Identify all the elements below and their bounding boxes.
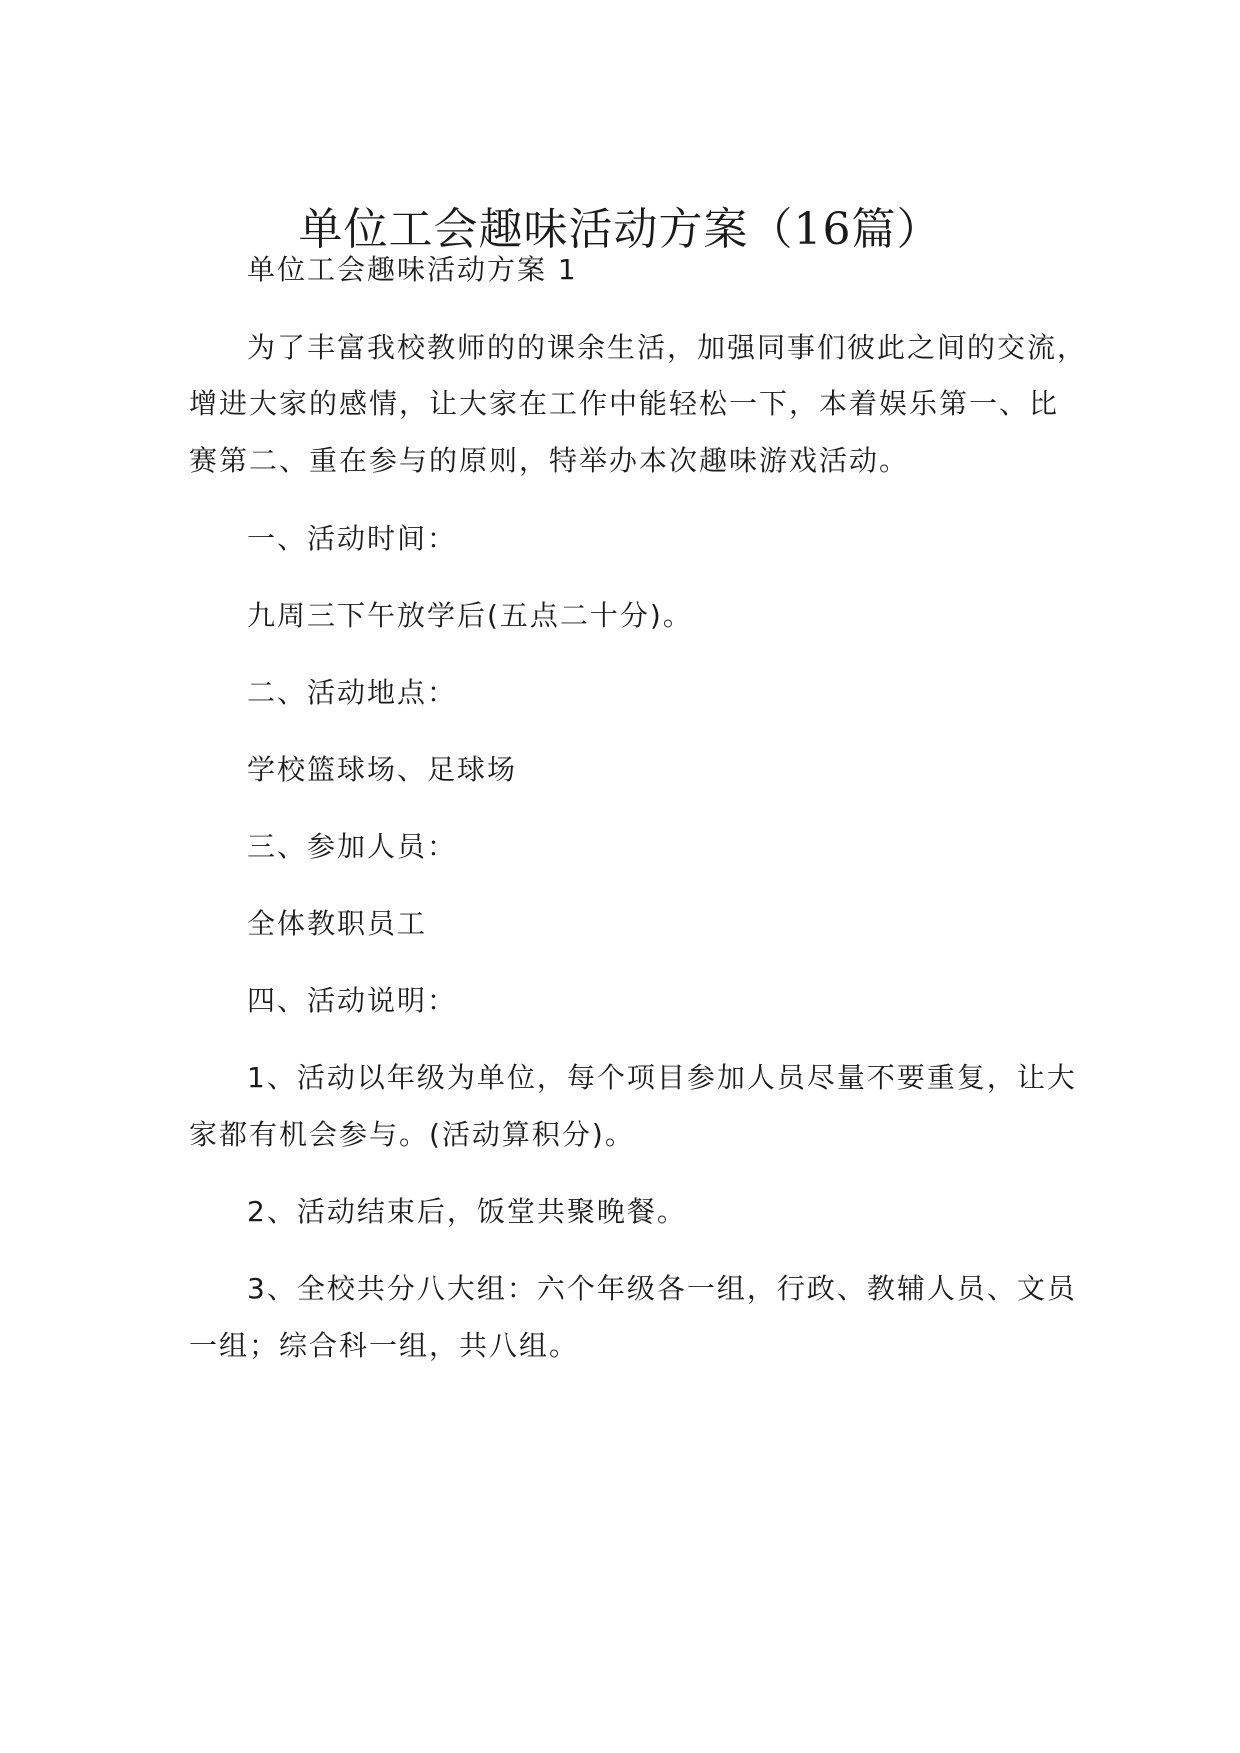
section-3-content: 全体教职员工	[247, 907, 428, 940]
section-3-heading: 三、参加人员：	[247, 830, 458, 863]
intro-line-1: 为了丰富我校教师的的课余生活，加强同事们彼此之间的交流，	[247, 331, 1088, 364]
intro-line-3: 赛第二、重在参与的原则，特举办本次趣味游戏活动。	[189, 444, 910, 477]
section-2-content: 学校篮球场、足球场	[247, 753, 518, 786]
section-2-heading: 二、活动地点：	[247, 676, 458, 709]
section-4-item-3-line-2: 一组；综合科一组，共八组。	[189, 1329, 580, 1362]
document-subtitle: 单位工会趣味活动方案 1	[247, 253, 578, 286]
section-4-item-2: 2、活动结束后，饭堂共聚晚餐。	[247, 1195, 687, 1228]
section-4-item-3-line-1: 3、全校共分八大组：六个年级各一组，行政、教辅人员、文员	[247, 1272, 1077, 1305]
intro-line-2: 增进大家的感情，让大家在工作中能轻松一下，本着娱乐第一、比	[189, 387, 1060, 420]
section-4-item-1-line-2: 家都有机会参与。(活动算积分)。	[189, 1118, 635, 1151]
section-4-heading: 四、活动说明：	[247, 984, 458, 1017]
section-1-content: 九周三下午放学后(五点二十分)。	[247, 599, 693, 632]
section-1-heading: 一、活动时间：	[247, 522, 458, 555]
document-title: 单位工会趣味活动方案（16篇）	[298, 204, 942, 255]
section-4-item-1-line-1: 1、活动以年级为单位，每个项目参加人员尽量不要重复，让大	[247, 1061, 1077, 1094]
